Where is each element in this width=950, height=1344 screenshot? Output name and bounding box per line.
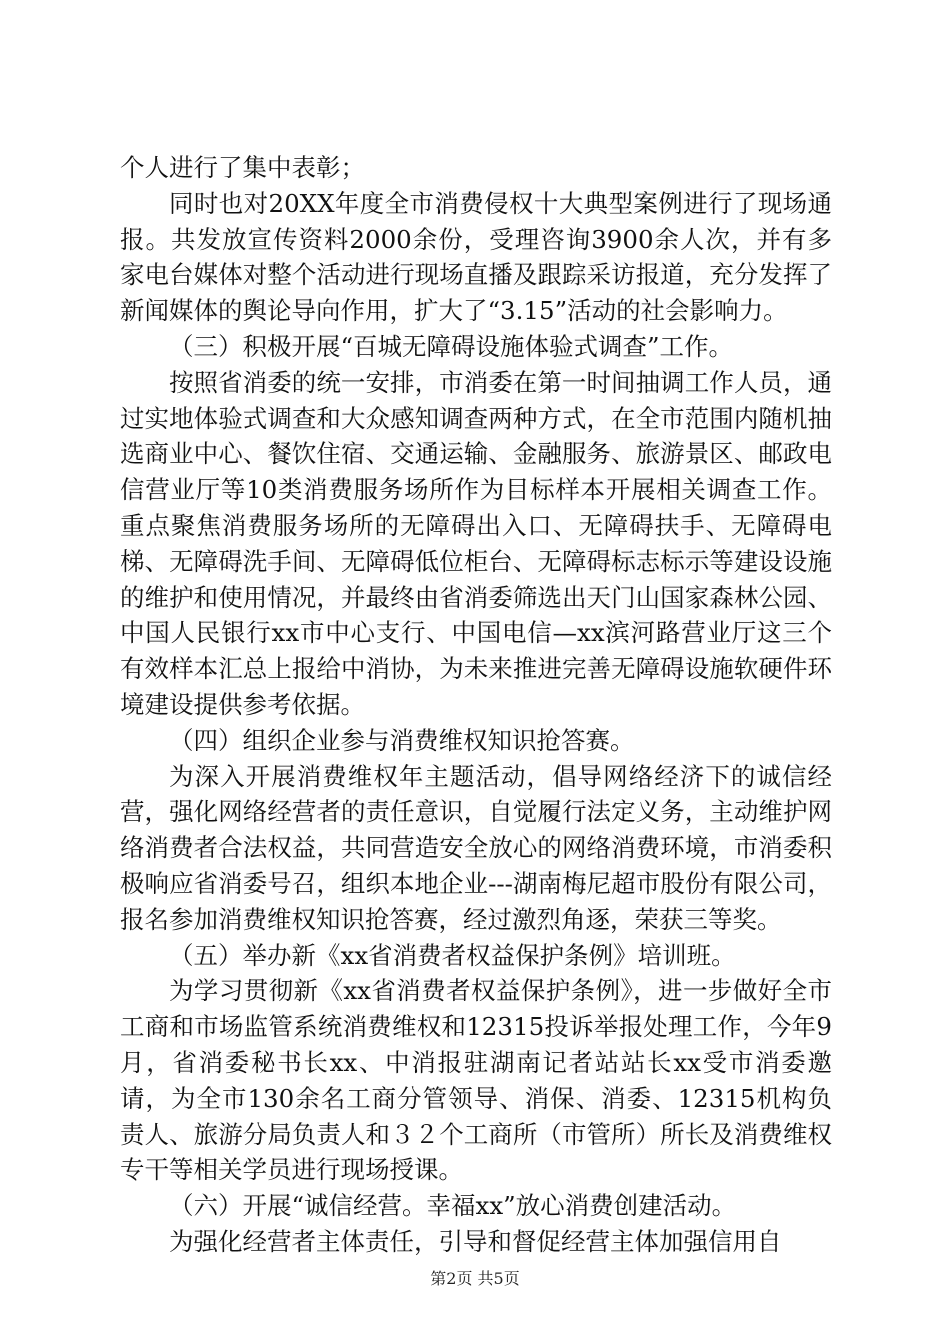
paragraph-body: 同时也对20XX年度全市消费侵权十大典型案例进行了现场通报。共发放宣传资料2000余份，受理咨询3900余人次，并有多家电台媒体对整个活动进行现场直播及跟踪采访报道，充分发挥了新闻媒体的舆论导向作用，扩大了“3.15”活动的社会影响力。 xyxy=(120,188,832,326)
section-heading-4: （四）组织企业参与消费维权知识抢答赛。 xyxy=(169,725,635,755)
document-body xyxy=(120,150,832,1260)
section-heading-3: （三）积极开展“百城无障碍设施体验式调查”工作。 xyxy=(169,331,734,361)
section-heading-6: （六）开展“诚信经营。幸福xx”放心消费创建活动。 xyxy=(169,1191,737,1221)
paragraph-body: 为学习贯彻新《xx省消费者权益保护条例》，进一步做好全市工商和市场监管系统消费维权和12315投诉举报处理工作，今年9月，省消委秘书长xx、中消报驻湖南记者站站长xx受市消委邀请，为全市130余名工商分管领导、消保、消委、12315机构负责人、旅游分局负责人和３２个工商所（市管所）所长及消费维权专干等相关学员进行现场授课。 xyxy=(120,976,832,1185)
paragraph-continuation: 个人进行了集中表彰； xyxy=(120,153,365,182)
section-heading-5: （五）举办新《xx省消费者权益保护条例》培训班。 xyxy=(169,940,736,970)
paragraph-body: 为强化经营者主体责任，引导和督促经营主体加强信用自 xyxy=(169,1226,782,1256)
page-footer: 第2页 共5页 xyxy=(430,1269,520,1288)
paragraph-body: 按照省消委的统一安排，市消委在第一时间抽调工作人员，通过实地体验式调查和大众感知调查两种方式，在全市范围内随机抽选商业中心、餐饮住宿、交通运输、金融服务、旅游景区、邮政电信营业厅等10类消费服务场所作为目标样本开展相关调查工作。重点聚焦消费服务场所的无障碍出入口、无障碍扶手、无障碍电梯、无障碍洗手间、无障碍低位柜台、无障碍标志标示等建设设施的维护和使用情况，并最终由省消委筛选出天门山国家森林公园、中国人民银行xx市中心支行、中国电信—xx滨河路营业厅这三个有效样本汇总上报给中消协，为未来推进完善无障碍设施软硬件环境建设提供参考依据。 xyxy=(120,367,832,719)
paragraph-body: 为深入开展消费维权年主题活动，倡导网络经济下的诚信经营，强化网络经营者的责任意识，自觉履行法定义务，主动维护网络消费者合法权益，共同营造安全放心的网络消费环境，市消委积极响应省消委号召，组织本地企业---湖南梅尼超市股份有限公司，报名参加消费维权知识抢答赛，经过激烈角逐，荣获三等奖。 xyxy=(120,761,832,934)
